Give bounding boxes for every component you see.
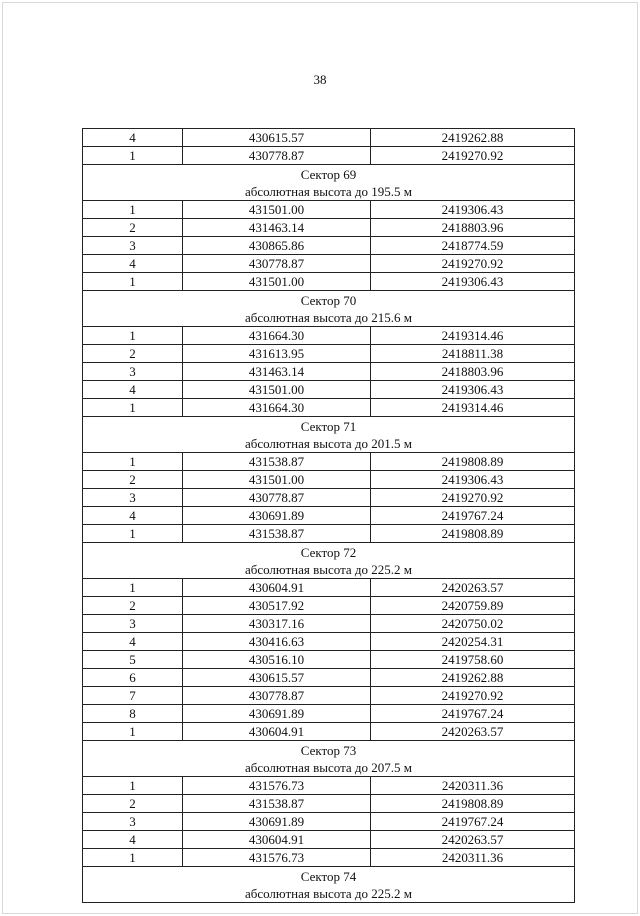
y-coordinate: 2419306.43 bbox=[371, 273, 575, 291]
y-coordinate: 2420263.57 bbox=[371, 723, 575, 741]
point-number: 2 bbox=[83, 219, 183, 237]
point-number: 7 bbox=[83, 687, 183, 705]
sector-title: Сектор 71 bbox=[300, 418, 357, 434]
table-row bbox=[83, 705, 575, 723]
x-coordinate: 431501.00 bbox=[183, 201, 371, 219]
table-row bbox=[83, 453, 575, 471]
table-row bbox=[83, 687, 575, 705]
y-coordinate: 2419306.43 bbox=[371, 201, 575, 219]
x-coordinate: 430615.57 bbox=[183, 129, 371, 147]
x-coordinate: 430604.91 bbox=[183, 723, 371, 741]
point-number: 1 bbox=[83, 777, 183, 795]
sector-header-row bbox=[83, 291, 575, 327]
x-coordinate: 430691.89 bbox=[183, 507, 371, 525]
y-coordinate: 2419270.92 bbox=[371, 255, 575, 273]
y-coordinate: 2419306.43 bbox=[371, 381, 575, 399]
point-number: 1 bbox=[83, 579, 183, 597]
point-number: 1 bbox=[83, 327, 183, 345]
sector-header-row bbox=[83, 741, 575, 777]
sector-header-row bbox=[83, 417, 575, 453]
point-number: 1 bbox=[83, 273, 183, 291]
table-row bbox=[83, 525, 575, 543]
x-coordinate: 431538.87 bbox=[183, 795, 371, 813]
table-row bbox=[83, 633, 575, 651]
coordinates-table bbox=[82, 128, 575, 903]
sector-header bbox=[83, 417, 575, 453]
y-coordinate: 2420311.36 bbox=[371, 777, 575, 795]
point-number: 3 bbox=[83, 489, 183, 507]
table-row bbox=[83, 237, 575, 255]
x-coordinate: 430516.10 bbox=[183, 651, 371, 669]
x-coordinate: 430416.63 bbox=[183, 633, 371, 651]
x-coordinate: 431576.73 bbox=[183, 777, 371, 795]
sector-title: Сектор 73 bbox=[300, 742, 357, 758]
table-row bbox=[83, 327, 575, 345]
point-number: 4 bbox=[83, 381, 183, 399]
coordinates-table-body bbox=[83, 129, 575, 903]
y-coordinate: 2419270.92 bbox=[371, 489, 575, 507]
sector-header-row bbox=[83, 543, 575, 579]
y-coordinate: 2418811.38 bbox=[371, 345, 575, 363]
table-row bbox=[83, 615, 575, 633]
sector-title: Сектор 72 bbox=[300, 544, 357, 560]
x-coordinate: 430517.92 bbox=[183, 597, 371, 615]
sector-altitude: абсолютная высота до 201.5 м bbox=[244, 435, 413, 451]
table-row bbox=[83, 345, 575, 363]
table-row bbox=[83, 597, 575, 615]
table-row bbox=[83, 795, 575, 813]
point-number: 5 bbox=[83, 651, 183, 669]
x-coordinate: 430317.16 bbox=[183, 615, 371, 633]
x-coordinate: 430778.87 bbox=[183, 255, 371, 273]
point-number: 3 bbox=[83, 237, 183, 255]
table-row bbox=[83, 669, 575, 687]
sector-altitude: абсолютная высота до 207.5 м bbox=[244, 759, 413, 775]
point-number: 8 bbox=[83, 705, 183, 723]
page-number: 38 bbox=[313, 72, 327, 87]
sector-header bbox=[83, 867, 575, 903]
y-coordinate: 2419270.92 bbox=[371, 147, 575, 165]
x-coordinate: 430691.89 bbox=[183, 813, 371, 831]
x-coordinate: 431576.73 bbox=[183, 849, 371, 867]
point-number: 4 bbox=[83, 129, 183, 147]
sector-title: Сектор 74 bbox=[300, 868, 357, 884]
table-row bbox=[83, 777, 575, 795]
table-row bbox=[83, 273, 575, 291]
point-number: 3 bbox=[83, 363, 183, 381]
y-coordinate: 2420263.57 bbox=[371, 831, 575, 849]
point-number: 4 bbox=[83, 507, 183, 525]
table-row bbox=[83, 255, 575, 273]
table-row bbox=[83, 129, 575, 147]
y-coordinate: 2420263.57 bbox=[371, 579, 575, 597]
point-number: 1 bbox=[83, 147, 183, 165]
x-coordinate: 430778.87 bbox=[183, 489, 371, 507]
sector-title: Сектор 69 bbox=[300, 166, 357, 182]
table-row bbox=[83, 849, 575, 867]
y-coordinate: 2419808.89 bbox=[371, 795, 575, 813]
point-number: 2 bbox=[83, 597, 183, 615]
point-number: 1 bbox=[83, 849, 183, 867]
sector-altitude: абсолютная высота до 215.6 м bbox=[244, 309, 413, 325]
x-coordinate: 431501.00 bbox=[183, 471, 371, 489]
x-coordinate: 431664.30 bbox=[183, 399, 371, 417]
sector-altitude: абсолютная высота до 195.5 м bbox=[244, 183, 413, 199]
y-coordinate: 2419262.88 bbox=[371, 129, 575, 147]
y-coordinate: 2419314.46 bbox=[371, 327, 575, 345]
x-coordinate: 430604.91 bbox=[183, 579, 371, 597]
y-coordinate: 2419808.89 bbox=[371, 525, 575, 543]
x-coordinate: 431501.00 bbox=[183, 381, 371, 399]
x-coordinate: 431538.87 bbox=[183, 453, 371, 471]
y-coordinate: 2419306.43 bbox=[371, 471, 575, 489]
x-coordinate: 431463.14 bbox=[183, 363, 371, 381]
sector-header bbox=[83, 165, 575, 201]
y-coordinate: 2419314.46 bbox=[371, 399, 575, 417]
y-coordinate: 2418774.59 bbox=[371, 237, 575, 255]
point-number: 1 bbox=[83, 453, 183, 471]
x-coordinate: 431538.87 bbox=[183, 525, 371, 543]
sector-header-row bbox=[83, 165, 575, 201]
table-row bbox=[83, 219, 575, 237]
y-coordinate: 2420759.89 bbox=[371, 597, 575, 615]
point-number: 1 bbox=[83, 723, 183, 741]
point-number: 1 bbox=[83, 201, 183, 219]
table-row bbox=[83, 147, 575, 165]
table-row bbox=[83, 471, 575, 489]
sector-header-row bbox=[83, 867, 575, 903]
table-row bbox=[83, 813, 575, 831]
y-coordinate: 2419262.88 bbox=[371, 669, 575, 687]
table-row bbox=[83, 651, 575, 669]
table-row bbox=[83, 399, 575, 417]
table-row bbox=[83, 579, 575, 597]
x-coordinate: 431664.30 bbox=[183, 327, 371, 345]
point-number: 4 bbox=[83, 831, 183, 849]
point-number: 4 bbox=[83, 255, 183, 273]
y-coordinate: 2420311.36 bbox=[371, 849, 575, 867]
x-coordinate: 430691.89 bbox=[183, 705, 371, 723]
sector-title: Сектор 70 bbox=[300, 292, 357, 308]
table-row bbox=[83, 201, 575, 219]
y-coordinate: 2419767.24 bbox=[371, 705, 575, 723]
point-number: 4 bbox=[83, 633, 183, 651]
table-row bbox=[83, 363, 575, 381]
y-coordinate: 2420254.31 bbox=[371, 633, 575, 651]
point-number: 2 bbox=[83, 795, 183, 813]
y-coordinate: 2419270.92 bbox=[371, 687, 575, 705]
y-coordinate: 2419758.60 bbox=[371, 651, 575, 669]
point-number: 3 bbox=[83, 615, 183, 633]
sector-header bbox=[83, 741, 575, 777]
point-number: 2 bbox=[83, 471, 183, 489]
y-coordinate: 2419808.89 bbox=[371, 453, 575, 471]
point-number: 1 bbox=[83, 399, 183, 417]
table-row bbox=[83, 489, 575, 507]
y-coordinate: 2420750.02 bbox=[371, 615, 575, 633]
point-number: 3 bbox=[83, 813, 183, 831]
x-coordinate: 430615.57 bbox=[183, 669, 371, 687]
point-number: 2 bbox=[83, 345, 183, 363]
table-row bbox=[83, 831, 575, 849]
table-row bbox=[83, 381, 575, 399]
table-row bbox=[83, 723, 575, 741]
sector-altitude: абсолютная высота до 225.2 м bbox=[244, 885, 413, 901]
y-coordinate: 2419767.24 bbox=[371, 813, 575, 831]
point-number: 1 bbox=[83, 525, 183, 543]
x-coordinate: 431463.14 bbox=[183, 219, 371, 237]
y-coordinate: 2419767.24 bbox=[371, 507, 575, 525]
x-coordinate: 431501.00 bbox=[183, 273, 371, 291]
x-coordinate: 431613.95 bbox=[183, 345, 371, 363]
x-coordinate: 430778.87 bbox=[183, 147, 371, 165]
sector-altitude: абсолютная высота до 225.2 м bbox=[244, 561, 413, 577]
x-coordinate: 430778.87 bbox=[183, 687, 371, 705]
y-coordinate: 2418803.96 bbox=[371, 219, 575, 237]
y-coordinate: 2418803.96 bbox=[371, 363, 575, 381]
sector-header bbox=[83, 543, 575, 579]
point-number: 6 bbox=[83, 669, 183, 687]
x-coordinate: 430604.91 bbox=[183, 831, 371, 849]
table-row bbox=[83, 507, 575, 525]
sector-header bbox=[83, 291, 575, 327]
x-coordinate: 430865.86 bbox=[183, 237, 371, 255]
